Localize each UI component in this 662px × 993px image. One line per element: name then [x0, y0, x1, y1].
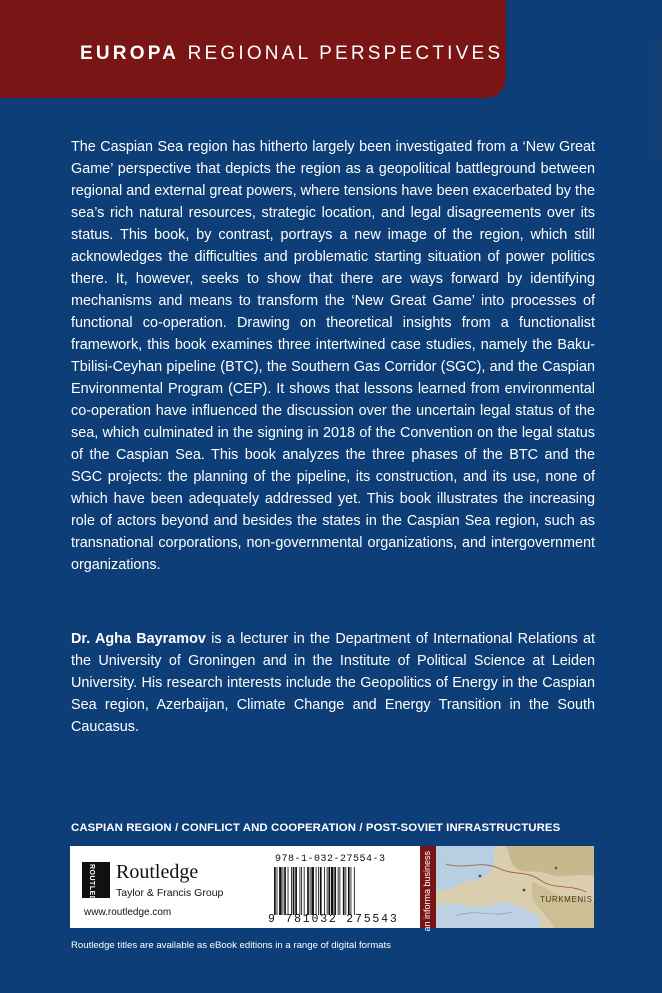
publisher-group: Taylor & Francis Group	[116, 887, 224, 899]
series-title-rest: REGIONAL PERSPECTIVES	[187, 43, 504, 64]
ebook-note: Routledge titles are available as eBook editions in a range of digital formats	[71, 940, 391, 951]
edge-strip	[654, 40, 662, 160]
isbn-number: 978-1-032-27554-3	[275, 854, 386, 865]
map-thumbnail	[436, 846, 594, 928]
barcode-icon	[273, 867, 415, 915]
barcode-panel	[70, 846, 420, 928]
routledge-logo-text: ROUTLEDGE	[88, 864, 95, 913]
series-banner	[0, 0, 506, 98]
map-label: TURKMENIS	[540, 895, 593, 904]
book-description: The Caspian Sea region has hitherto largely been investigated from a ‘New Great Game’ perspective that depicts the region as a geopolitical battleground between regional and external great powers, where tensions have been exacerbated by the sea’s rich natural resources, strategic location, and legal disagreements over its status. This book, by contrast, portrays a new image of the region, which still acknowledges the difficulties and problematic starting situation of power politics there. It, however, seeks to show that there are ways forward by identifying mechanisms and means to transform the ‘New Great Game’ into processes of functional co-operation. Drawing on theoretical insights from a functionalist framework, this book examines three intertwined case studies, namely the Baku-Tbilisi-Ceyhan pipeline (BTC), the Southern Gas Corridor (SGC), and the Caspian Environmental Program (CEP). It shows that lessons learned from environmental co-operation have influenced the discussion over the uncertain legal status of the sea, which culminated in the signing in 2018 of the Convention on the legal status of the Caspian Sea. This book analyzes the three phases of the BTC and the SGC projects: the planning of the pipeline, its construction, and its use, none of which have been adequately addressed yet. This book illustrates the increasing role of actors beyond and besides the states in the Caspian Sea region, such as transnational corporations, non-governmental organizations, and intergovernment organizations.	[71, 139, 596, 573]
author-bio	[71, 628, 595, 738]
informa-text: an informa business	[422, 851, 432, 932]
informa-strip	[420, 846, 436, 932]
publisher-url: www.routledge.com	[84, 907, 172, 918]
routledge-logo-icon	[82, 862, 110, 913]
subject-categories: CASPIAN REGION / CONFLICT AND COOPERATION / POST-SOVIET INFRASTRUCTURES	[71, 822, 561, 834]
series-title-bold: EUROPA	[80, 43, 180, 64]
publisher-name: Routledge	[116, 861, 199, 883]
barcode-digits: 9 781032 275543	[268, 913, 399, 926]
author-bio-text: is a lecturer in the Department of International Relations at the University of Groningen and in the Institute of Political Science at Leiden University. His research interests include the Geopolitics of Energy in the Caspian Sea region, Azerbaijan, Climate Change and Energy Transition in the South Caucasus.	[71, 631, 595, 735]
series-title	[80, 43, 503, 65]
author-name: Dr. Agha Bayramov	[71, 631, 206, 647]
map-illustration	[436, 846, 594, 928]
